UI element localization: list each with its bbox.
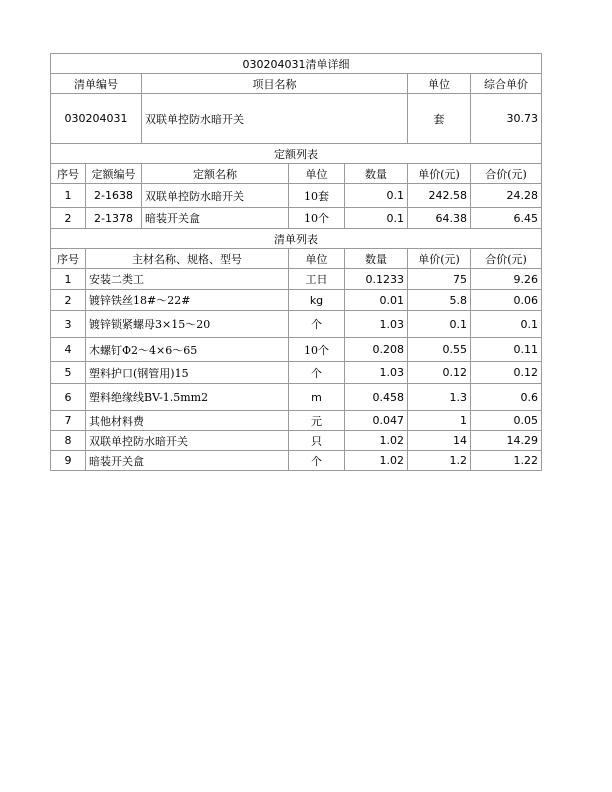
material-unit-price: 1.3 <box>408 384 471 411</box>
material-name: 木螺钉Φ2～4×6～65 <box>86 338 289 362</box>
material-unit: 个 <box>289 311 345 338</box>
material-name: 双联单控防水暗开关 <box>86 431 289 451</box>
material-name: 其他材料费 <box>86 411 289 431</box>
material-qty-header: 数量 <box>345 249 408 269</box>
material-unit: 元 <box>289 411 345 431</box>
table-row <box>51 451 542 471</box>
table-row <box>51 384 542 411</box>
material-unit-price: 5.8 <box>408 290 471 311</box>
material-unit-price: 0.12 <box>408 362 471 384</box>
quota-name-header: 定额名称 <box>142 164 289 184</box>
material-total: 0.12 <box>471 362 542 384</box>
material-qty: 0.1233 <box>345 269 408 290</box>
quota-total-header: 合价(元) <box>471 164 542 184</box>
material-unit: 个 <box>289 362 345 384</box>
table-row <box>51 362 542 384</box>
material-no: 7 <box>51 411 86 431</box>
bill-name-header: 项目名称 <box>142 74 408 94</box>
table-row <box>51 411 542 431</box>
quota-unit: 10个 <box>289 208 345 229</box>
table-row <box>51 269 542 290</box>
material-no: 9 <box>51 451 86 471</box>
table-row <box>51 208 542 229</box>
quota-unit-price-header: 单价(元) <box>408 164 471 184</box>
table-row <box>51 338 542 362</box>
material-name: 安装二类工 <box>86 269 289 290</box>
quota-no-header: 序号 <box>51 164 86 184</box>
material-name: 镀锌铁丝18#～22# <box>86 290 289 311</box>
quota-qty: 0.1 <box>345 184 408 208</box>
material-total: 14.29 <box>471 431 542 451</box>
bill-unit: 套 <box>408 94 471 144</box>
material-no: 4 <box>51 338 86 362</box>
material-total: 0.1 <box>471 311 542 338</box>
material-unit: m <box>289 384 345 411</box>
table-row <box>51 311 542 338</box>
quota-header-row <box>51 164 542 184</box>
bill-price-header: 综合单价 <box>471 74 542 94</box>
quota-total: 6.45 <box>471 208 542 229</box>
material-total: 0.06 <box>471 290 542 311</box>
material-qty: 0.047 <box>345 411 408 431</box>
table-row <box>51 290 542 311</box>
table-row <box>51 184 542 208</box>
material-unit-price: 1 <box>408 411 471 431</box>
quota-qty-header: 数量 <box>345 164 408 184</box>
material-qty: 1.03 <box>345 362 408 384</box>
material-unit-price: 75 <box>408 269 471 290</box>
quota-name: 双联单控防水暗开关 <box>142 184 289 208</box>
material-qty: 1.02 <box>345 451 408 471</box>
material-unit: 10个 <box>289 338 345 362</box>
material-section-title: 清单列表 <box>51 229 542 249</box>
bill-code-header: 清单编号 <box>51 74 142 94</box>
material-name: 镀锌锁紧螺母3×15～20 <box>86 311 289 338</box>
material-unit: 只 <box>289 431 345 451</box>
material-header-row <box>51 249 542 269</box>
material-no: 6 <box>51 384 86 411</box>
material-no: 8 <box>51 431 86 451</box>
bill-name: 双联单控防水暗开关 <box>142 94 408 144</box>
material-name-header: 主材名称、规格、型号 <box>86 249 289 269</box>
quota-name: 暗装开关盒 <box>142 208 289 229</box>
material-unit-price: 0.55 <box>408 338 471 362</box>
material-no: 1 <box>51 269 86 290</box>
quota-unit: 10套 <box>289 184 345 208</box>
quota-code: 2-1638 <box>86 184 142 208</box>
quota-unit-price: 242.58 <box>408 184 471 208</box>
material-name: 塑料绝缘线BV-1.5mm2 <box>86 384 289 411</box>
material-name: 塑料护口(钢管用)15 <box>86 362 289 384</box>
quota-code: 2-1378 <box>86 208 142 229</box>
quota-unit-price: 64.38 <box>408 208 471 229</box>
bill-row <box>51 94 542 144</box>
material-total: 9.26 <box>471 269 542 290</box>
material-unit-price: 1.2 <box>408 451 471 471</box>
material-qty: 0.458 <box>345 384 408 411</box>
quota-section-title: 定额列表 <box>51 144 542 164</box>
bill-unit-header: 单位 <box>408 74 471 94</box>
material-unit-price: 14 <box>408 431 471 451</box>
material-no-header: 序号 <box>51 249 86 269</box>
material-unit: 工日 <box>289 269 345 290</box>
bill-detail-table <box>50 53 542 471</box>
material-total: 0.6 <box>471 384 542 411</box>
material-name: 暗装开关盒 <box>86 451 289 471</box>
quota-qty: 0.1 <box>345 208 408 229</box>
quota-no: 1 <box>51 184 86 208</box>
material-qty: 1.02 <box>345 431 408 451</box>
table-row <box>51 431 542 451</box>
bill-header-row <box>51 74 542 94</box>
bill-price: 30.73 <box>471 94 542 144</box>
material-qty: 0.208 <box>345 338 408 362</box>
material-total: 0.05 <box>471 411 542 431</box>
material-unit: kg <box>289 290 345 311</box>
material-total: 0.11 <box>471 338 542 362</box>
material-unit-price: 0.1 <box>408 311 471 338</box>
bill-code: 030204031 <box>51 94 142 144</box>
material-total-header: 合价(元) <box>471 249 542 269</box>
quota-unit-header: 单位 <box>289 164 345 184</box>
table-title: 030204031清单详细 <box>51 54 542 74</box>
material-total: 1.22 <box>471 451 542 471</box>
material-qty: 0.01 <box>345 290 408 311</box>
material-no: 2 <box>51 290 86 311</box>
material-no: 3 <box>51 311 86 338</box>
material-unit: 个 <box>289 451 345 471</box>
material-unit-header: 单位 <box>289 249 345 269</box>
quota-total: 24.28 <box>471 184 542 208</box>
quota-no: 2 <box>51 208 86 229</box>
material-no: 5 <box>51 362 86 384</box>
quota-code-header: 定额编号 <box>86 164 142 184</box>
material-unit-price-header: 单价(元) <box>408 249 471 269</box>
material-qty: 1.03 <box>345 311 408 338</box>
